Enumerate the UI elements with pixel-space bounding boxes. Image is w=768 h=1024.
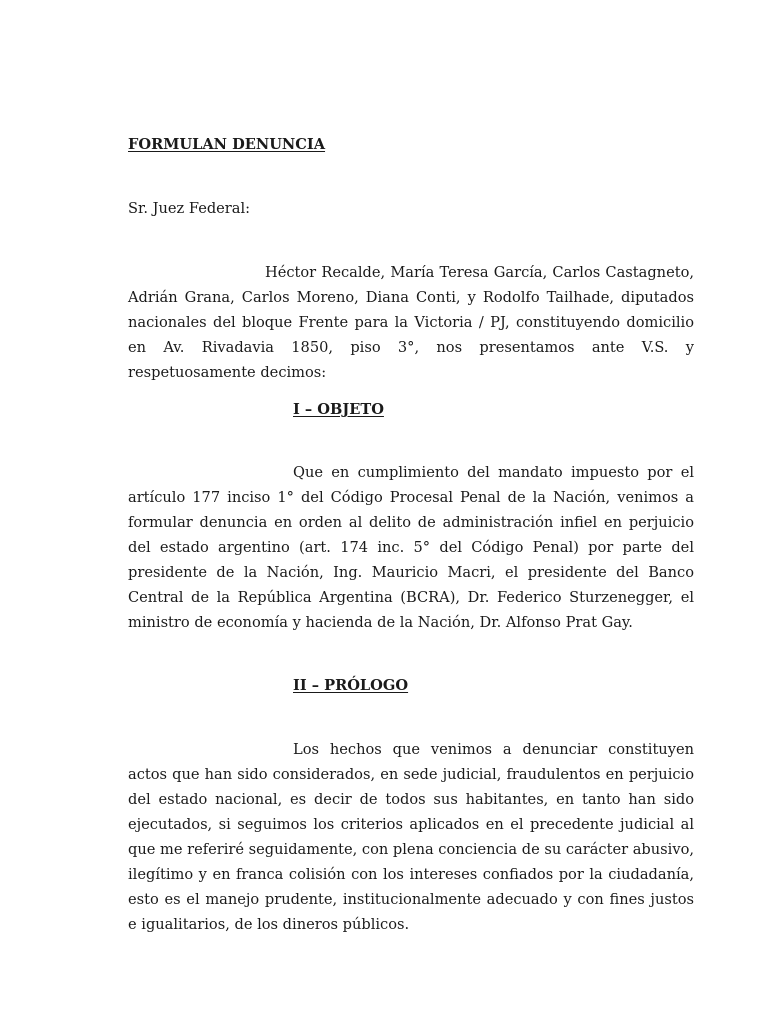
document-title: FORMULAN DENUNCIA: [128, 136, 326, 153]
salutation: Sr. Juez Federal:: [128, 200, 251, 217]
intro-paragraph: Héctor Recalde, María Teresa García, Carlos Castagneto, Adrián Grana, Carlos Moreno, Diana Conti, y Rodolfo Tailhade, diputados nacionales del bloque Frente para la Victoria / PJ, constituyendo domicilio en Av. Rivadavia 1850, piso 3°, nos presentamos ante V.S. y respetuosamente decimos:: [128, 264, 694, 381]
section-heading-prologo: II – PRÓLOGO: [293, 677, 409, 694]
section-paragraph-objeto: Que en cumplimiento del mandato impuesto por el artículo 177 inciso 1° del Código Procesal Penal de la Nación, venimos a formular denuncia en orden al delito de administración infiel en perjuicio del estado argentino (art. 174 inc. 5° del Código Penal) por parte del presidente de la Nación, Ing. Mauricio Macri, el presidente del Banco Central de la República Argentina (BCRA), Dr. Federico Sturzenegger, el ministro de economía y hacienda de la Nación, Dr. Alfonso Prat Gay.: [128, 464, 694, 631]
section-heading-objeto: I – OBJETO: [293, 401, 384, 418]
section-paragraph-prologo: Los hechos que venimos a denunciar constituyen actos que han sido considerados, en sede judicial, fraudulentos en perjuicio del estado nacional, es decir de todos sus habitantes, en tanto han sido ejecutados, si seguimos los criterios aplicados en el precedente judicial al que me referiré seguidamente, con plena conciencia de su carácter abusivo, ilegítimo y en franca colisión con los intereses confiados por la ciudadanía, esto es el manejo prudente, institucionalmente adecuado y con fines justos e igualitarios, de los dineros públicos.: [128, 741, 694, 933]
